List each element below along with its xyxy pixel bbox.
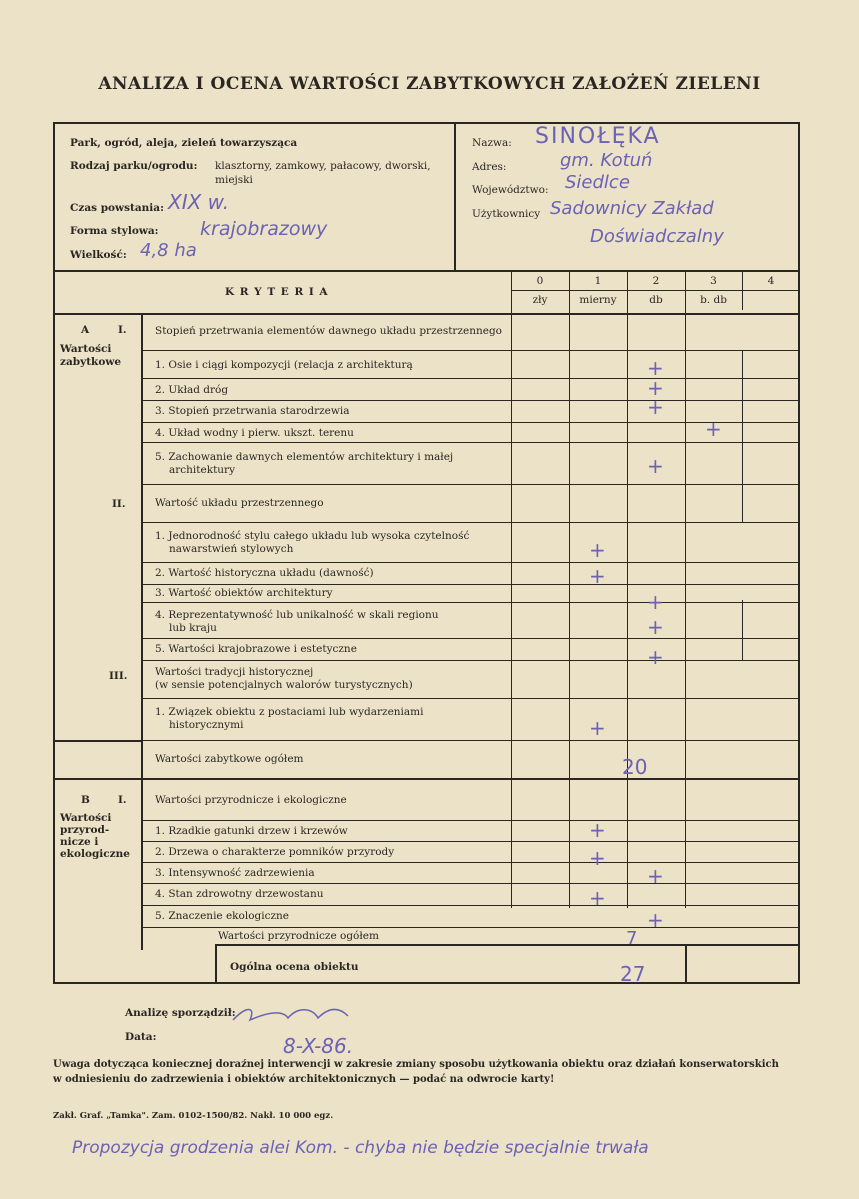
divider <box>141 562 800 563</box>
total-a-label: Wartości zabytkowe ogółem <box>155 753 304 765</box>
note-line-1: Uwaga dotycząca koniecznej doraźnej interwencji w zakresie zmiany sposobu użytkowania obiektu oraz działań konserwatorskich <box>53 1059 779 1070</box>
check-mark-icon: + <box>589 846 606 870</box>
row-a3-1: 1. Związek obiektu z postaciami lub wydarzeniami <box>155 706 424 718</box>
row-b-5: 5. Znaczenie ekologiczne <box>155 910 290 922</box>
wojewodztwo-label: Województwo: <box>472 184 549 196</box>
divider <box>141 400 800 401</box>
total-a-value: 20 <box>622 755 648 779</box>
group-a1-label: Stopień przetrwania elementów dawnego układu przestrzennego <box>155 325 502 337</box>
section-b-title-2: przyrod- <box>60 824 110 836</box>
divider <box>215 944 800 946</box>
signature-icon <box>228 998 358 1038</box>
kryteria-label: K R Y T E R I A <box>225 286 329 298</box>
adres-value: gm. Kotuń <box>560 150 653 171</box>
divider <box>141 522 800 523</box>
check-mark-icon: + <box>647 376 664 400</box>
divider <box>454 122 456 270</box>
check-mark-icon: + <box>705 417 722 441</box>
scale-label: b. db <box>700 294 727 306</box>
data-value: 8-X-86. <box>283 1034 354 1058</box>
check-mark-icon: + <box>647 908 664 932</box>
divider <box>511 290 800 291</box>
scale-label: db <box>649 294 663 306</box>
section-a-title: Wartości <box>60 343 112 355</box>
scale-number: 0 <box>536 275 544 287</box>
divider <box>53 778 800 780</box>
divider <box>511 270 512 908</box>
row-a2-5: 5. Wartości krajobrazowe i estetyczne <box>155 643 357 655</box>
divider <box>569 270 570 908</box>
divider <box>627 270 628 908</box>
handwritten-note: Propozycja grodzenia alei Kom. - chyba nie będzie specjalnie trwała <box>72 1138 649 1158</box>
data-label: Data: <box>125 1031 157 1043</box>
uzytkownicy-value: Sadownicy Zakład <box>550 198 714 219</box>
row-a1-4: 4. Układ wodny i pierw. ukszt. terenu <box>155 427 354 439</box>
section-b-title-4: ekologiczne <box>60 848 130 860</box>
row-a1-1: 1. Osie i ciągi kompozycji (relacja z architekturą <box>155 359 413 371</box>
park-label: Park, ogród, aleja, zieleń towarzysząca <box>70 137 298 149</box>
divider <box>141 484 800 485</box>
check-mark-icon: + <box>589 818 606 842</box>
sporzadzil-label: Analizę sporządził: <box>125 1007 236 1019</box>
forma-label: Forma stylowa: <box>70 225 159 237</box>
total-b-label: Wartości przyrodnicze ogółem <box>218 930 379 942</box>
wielkosc-label: Wielkość: <box>70 249 127 261</box>
group-a2-label: Wartość układu przestrzennego <box>155 497 324 509</box>
note-line-2: w odniesieniu do zadrzewienia i obiektów architektonicznych — podać na odwrocie karty! <box>53 1074 555 1085</box>
section-b-title: Wartości <box>60 812 112 824</box>
uzytkownicy-value-2: Doświadczalny <box>590 226 724 247</box>
scale-label: mierny <box>579 294 617 306</box>
divider <box>742 270 743 310</box>
divider <box>53 740 141 742</box>
adres-label: Adres: <box>472 161 507 173</box>
wielkosc-value: 4,8 ha <box>140 240 197 261</box>
scale-number: 3 <box>710 275 717 287</box>
check-mark-icon: + <box>589 564 606 588</box>
row-a2-2: 2. Wartość historyczna układu (dawność) <box>155 567 374 579</box>
divider <box>141 442 800 443</box>
divider <box>141 905 800 906</box>
check-mark-icon: + <box>647 615 664 639</box>
section-b-roman: I. <box>118 794 127 806</box>
nazwa-label: Nazwa: <box>472 137 512 149</box>
scale-number: 4 <box>767 275 775 287</box>
divider <box>141 883 800 884</box>
row-a2-1: 1. Jednorodność stylu całego układu lub wysoka czytelność <box>155 530 470 542</box>
scale-label: zły <box>532 294 548 306</box>
check-mark-icon: + <box>647 454 664 478</box>
nazwa-value: SINOŁĘKA <box>535 124 661 149</box>
section-b-letter: B <box>81 794 90 806</box>
divider <box>742 600 743 660</box>
check-mark-icon: + <box>647 590 664 614</box>
rodzaj-options: klasztorny, zamkowy, pałacowy, dworski, <box>215 160 431 172</box>
divider <box>141 841 800 842</box>
check-mark-icon: + <box>647 356 664 380</box>
row-b-4: 4. Stan zdrowotny drzewostanu <box>155 888 324 900</box>
section-a-roman-2: II. <box>112 498 126 510</box>
row-b-1: 1. Rzadkie gatunki drzew i krzewów <box>155 825 348 837</box>
divider <box>215 944 217 984</box>
total-b-value: 7 <box>626 928 638 949</box>
divider <box>141 927 800 928</box>
row-a1-5: 5. Zachowanie dawnych elementów architektury i małej <box>155 451 454 463</box>
group-a3-label-2: (w sensie potencjalnych walorów turystycznych) <box>155 679 413 691</box>
czas-label: Czas powstania: <box>70 202 164 214</box>
check-mark-icon: + <box>647 645 664 669</box>
uzytkownicy-label: Użytkownicy <box>472 208 541 220</box>
section-a-letter: A <box>81 324 90 336</box>
section-b-title-3: nicze i <box>60 836 99 848</box>
printer-line: Zakł. Graf. „Tamka". Zam. 0102-1500/82. Nakł. 10 000 egz. <box>53 1111 334 1121</box>
divider <box>742 350 743 522</box>
rodzaj-options-2: miejski <box>215 174 253 186</box>
section-a-roman-1: I. <box>118 324 127 336</box>
check-mark-icon: + <box>647 864 664 888</box>
overall-value: 27 <box>620 962 646 986</box>
divider <box>53 270 800 272</box>
group-b1-label: Wartości przyrodnicze i ekologiczne <box>155 794 347 806</box>
row-a1-5-cont: architektury <box>169 464 236 476</box>
divider <box>53 313 800 315</box>
divider <box>141 660 800 661</box>
forma-value: krajobrazowy <box>200 218 328 240</box>
row-b-2: 2. Drzewa o charakterze pomników przyrody <box>155 846 395 858</box>
divider <box>141 584 800 585</box>
divider <box>141 378 800 379</box>
divider <box>141 602 800 603</box>
divider <box>141 740 800 741</box>
row-a2-1-cont: nawarstwień stylowych <box>169 543 294 555</box>
section-a-roman-3: III. <box>109 670 128 682</box>
divider <box>141 313 143 950</box>
row-a2-4: 4. Reprezentatywność lub unikalność w skali regionu <box>155 609 439 621</box>
scale-number: 2 <box>652 275 660 287</box>
divider <box>141 638 800 639</box>
row-a2-4-cont: lub kraju <box>169 622 217 634</box>
divider <box>685 270 686 908</box>
row-a1-2: 2. Układ dróg <box>155 384 229 396</box>
scale-number: 1 <box>594 275 602 287</box>
czas-value: XIX w. <box>168 190 230 214</box>
section-a-title-2: zabytkowe <box>60 356 122 368</box>
check-mark-icon: + <box>589 716 606 740</box>
row-b-3: 3. Intensywność zadrzewienia <box>155 867 315 879</box>
wojewodztwo-value: Siedlce <box>565 172 630 193</box>
overall-label: Ogólna ocena obiektu <box>230 961 359 973</box>
divider <box>141 422 800 423</box>
row-a1-3: 3. Stopień przetrwania starodrzewia <box>155 405 350 417</box>
row-a3-1-cont: historycznymi <box>169 719 244 731</box>
check-mark-icon: + <box>589 886 606 910</box>
divider <box>141 698 800 699</box>
row-a2-3: 3. Wartość obiektów architektury <box>155 587 333 599</box>
page-title: ANALIZA I OCENA WARTOŚCI ZABYTKOWYCH ZAŁOŻEŃ ZIELENI <box>98 74 761 94</box>
divider <box>685 944 687 984</box>
divider <box>141 820 800 821</box>
check-mark-icon: + <box>589 538 606 562</box>
group-a3-label: Wartości tradycji historycznej <box>155 666 314 678</box>
rodzaj-label: Rodzaj parku/ogrodu: <box>70 160 198 172</box>
divider <box>141 862 800 863</box>
divider <box>141 350 800 351</box>
check-mark-icon: + <box>647 395 664 419</box>
